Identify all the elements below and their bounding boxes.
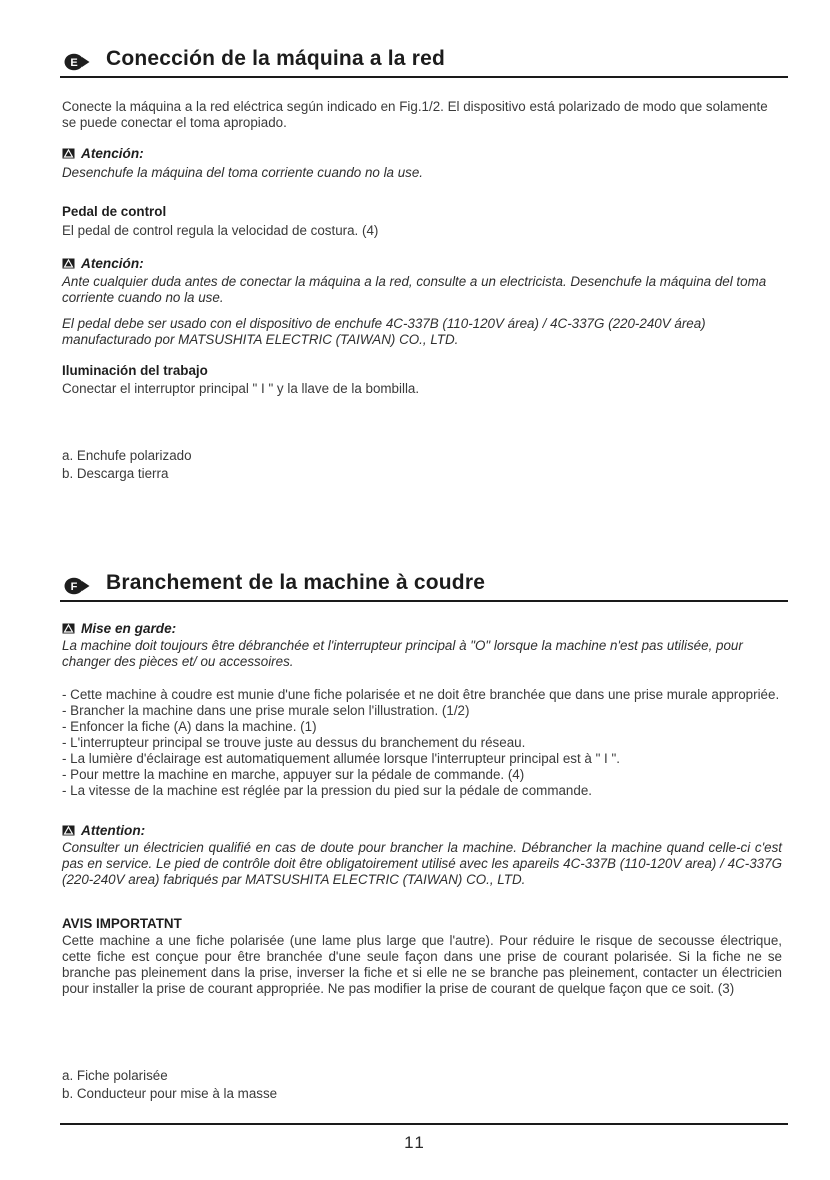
french-warning-2-text: Consulter un électricien qualifié en cas de doute pour brancher la machine. Débrancher la machine quand celle-ci c'est pas en service. Le pied de contrôle doit être obligatoirement utilisé avec les apareils 4C-337B (110-120V area) / 4C-337G (220-240V area) fabriqués par MATSUSHITA ELECTRIC (TAIWAN) CO., LTD.: [62, 840, 782, 887]
french-bullet-list: [62, 687, 782, 799]
spanish-intro: Conecte la máquina a la red eléctrica según indicado en Fig.1/2. El dispositivo está polarizado de modo que solamente se puede conectar el toma apropiado.: [62, 99, 768, 130]
lighting-heading: Iluminación del trabajo: [62, 363, 208, 378]
language-badge-f-icon: [64, 577, 90, 595]
list-item: - La vitesse de la machine est réglée par la pression du pied sur la pédale de commande.: [62, 783, 592, 798]
warning-label: Attention:: [81, 823, 146, 838]
list-item: - Brancher la machine dans une prise murale selon l'illustration. (1/2): [62, 703, 470, 718]
french-warning-1: [62, 620, 176, 638]
list-item: - Cette machine à coudre est munie d'une fiche polarisée et ne doit être branchée que dans une prise murale appropriée.: [62, 687, 780, 702]
spanish-section-title: Conección de la máquina a la red: [106, 47, 445, 70]
language-badge-e-icon: [64, 53, 90, 71]
spanish-warning-2: [62, 255, 144, 273]
warning-icon: [62, 825, 75, 836]
list-item: - L'interrupteur principal se trouve juste au dessus du branchement du réseau.: [62, 735, 526, 750]
warning-icon: [62, 148, 75, 159]
spanish-warning-2-text-1: Ante cualquier duda antes de conectar la máquina a la red, consulte a un electricista. Desenchufe la máquina del toma corriente cuando no la use.: [62, 274, 767, 305]
legend-item: b. Descarga tierra: [62, 466, 169, 481]
svg-text:E: E: [70, 57, 78, 69]
warning-icon: [62, 623, 75, 634]
warning-icon: [62, 258, 75, 269]
spanish-warning-2-text-2: El pedal debe ser usado con el dispositivo de enchufe 4C-337B (110-120V área) / 4C-337G (220-240V área) manufacturado por MATSUSHITA ELECTRIC (TAIWAN) CO., LTD.: [62, 316, 706, 347]
list-item: - Enfoncer la fiche (A) dans la machine. (1): [62, 719, 317, 734]
notice-heading: AVIS IMPORTATNT: [62, 916, 182, 931]
legend-item: a. Fiche polarisée: [62, 1068, 168, 1083]
spanish-section-header: [60, 48, 788, 78]
legend-item: a. Enchufe polarizado: [62, 448, 192, 463]
lighting-text: Conectar el interruptor principal " I " y la llave de la bombilla.: [62, 381, 420, 396]
french-section-header: [60, 572, 788, 602]
french-warning-2: [62, 822, 145, 840]
list-item: - La lumière d'éclairage est automatiquement allumée lorsque l'interrupteur principal est à " I ".: [62, 751, 620, 766]
legend-item: b. Conducteur pour mise à la masse: [62, 1086, 278, 1101]
french-legend: [62, 1068, 782, 1102]
list-item: - Pour mettre la machine en marche, appuyer sur la pédale de commande. (4): [62, 767, 525, 782]
french-section-title: Branchement de la machine à coudre: [106, 571, 486, 594]
pedal-heading: Pedal de control: [62, 204, 167, 219]
notice-text: Cette machine a une fiche polarisée (une lame plus large que l'autre). Pour réduire le risque de secousse électrique, cette fiche est conçue pour être branchée d'une seule façon dans une prise de courant polarisée. Si la fiche ne se branche pas pleinement dans la prise, inverser la fiche et si elle ne se branche pas pleinement, contacter un électricien pour installer la prise de courant appropriée. Ne pas modifier la prise de courant de quelque façon que ce soit. (3): [62, 933, 782, 996]
spanish-warning-1-text: Desenchufe la máquina del toma corriente cuando no la use.: [62, 165, 424, 180]
spanish-warning-1: [62, 145, 144, 163]
pedal-text: El pedal de control regula la velocidad de costura. (4): [62, 223, 379, 238]
footer-rule: [60, 1123, 788, 1125]
warning-label: Mise en garde:: [81, 621, 177, 636]
warning-label: Atención:: [81, 146, 144, 161]
french-warning-1-text: La machine doit toujours être débranchée et l'interrupteur principal à "O" lorsque la machine n'est pas utilisée, pour changer des pièces et/ ou accessoires.: [62, 638, 743, 669]
svg-text:F: F: [70, 581, 78, 593]
warning-label: Atención:: [81, 256, 144, 271]
spanish-legend: [62, 448, 782, 482]
page-number: 11: [404, 1133, 426, 1152]
